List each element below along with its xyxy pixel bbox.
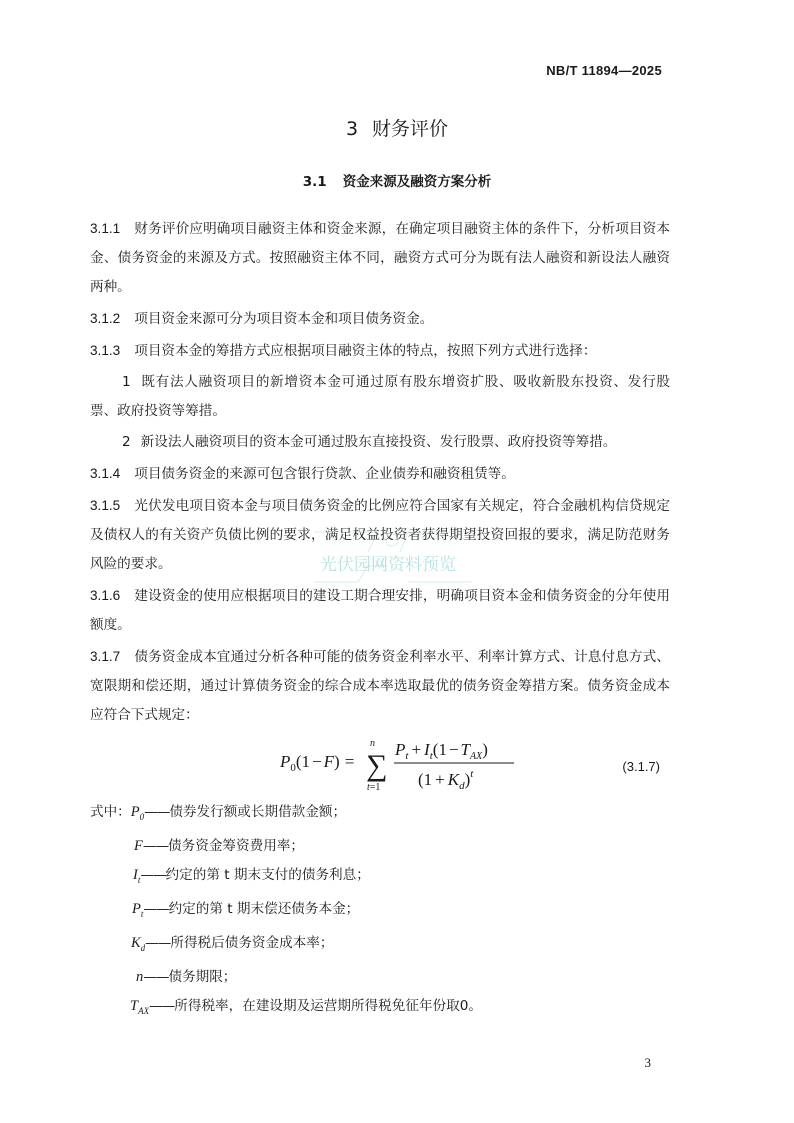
clause-3-1-1: [90, 214, 670, 302]
svg-text:P0(1−F)=: $P_0(1 - F)$ =: [280, 752, 355, 774]
definition-dash: ——: [143, 900, 169, 917]
definition-dash: ——: [142, 837, 169, 854]
definition-item: [90, 895, 670, 929]
symbol-letter: P: [132, 900, 141, 917]
list-item-text: 新设法人融资项目的资本金可通过股东直接投资、发行股票、政府投资等筹措。: [140, 434, 617, 450]
clause-text: 财务评价应明确项目融资主体和资金来源，在确定项目融资主体的条件下，分析项目资本金、债务资金的来源及方式。按照融资主体不同，融资方式可分为既有法人融资和新设法人融资两种。: [90, 221, 670, 295]
symbol: [134, 838, 143, 854]
symbol: [132, 901, 143, 917]
symbol-letter: I: [133, 866, 138, 883]
list-item: [90, 368, 670, 426]
page-number: 3: [644, 1055, 651, 1070]
definitions-intro: 式中：: [90, 804, 131, 820]
symbol: [131, 935, 145, 951]
clause-3-1-3: [90, 336, 670, 366]
formula-row: [90, 732, 670, 794]
svg-text:t=1: t=1: [367, 782, 381, 793]
symbol-letter: T: [130, 997, 139, 1014]
symbol-subscript: AX: [138, 1005, 150, 1016]
symbol-subscript: t: [137, 874, 141, 885]
clause-text: 项目资金来源可分为项目资本金和项目债务资金。: [134, 311, 434, 327]
svg-text:∑: ∑: [366, 749, 388, 782]
definition-dash: ——: [149, 997, 175, 1014]
clause-number: 3.1.7: [90, 649, 121, 664]
definition-text: 所得税率，在建设期及运营期所得税免征年份取0。: [174, 997, 482, 1014]
clause-text: 光伏发电项目资本金与项目债务资金的比例应符合国家有关规定，符合金融机构信贷规定及债权人的有关资产负债比例的要求，满足权益投资者获得期望投资回报的要求，满足防范财务风险的要求。: [90, 498, 670, 572]
chapter-title: [0, 114, 794, 141]
definition-item: [90, 963, 670, 992]
symbol-letter: P: [130, 804, 140, 820]
definition-text: 债券发行额或长期借款金额；: [169, 804, 347, 820]
definition-item: [90, 798, 670, 832]
symbol-letter: n: [136, 968, 144, 985]
symbol-letter: K: [131, 934, 141, 951]
definition-item: [90, 992, 670, 1026]
definition-dash: ——: [140, 866, 166, 883]
symbol-subscript: d: [140, 942, 146, 953]
svg-text:n: n: [370, 738, 375, 749]
definition-dash: ——: [144, 804, 170, 820]
clause-3-1-5: [90, 491, 670, 579]
symbol: [130, 998, 149, 1014]
clause-text: 债务资金成本宜通过分析各种可能的债务资金利率水平、利率计算方式、计息付息方式、宽限期和偿还期，通过计算债务资金的综合成本率选取最优的债务资金筹措方案。债务资金成本应符合下式规定：: [90, 649, 670, 723]
definition-text: 债务资金筹资费用率；: [168, 837, 304, 854]
clause-text: 项目资本金的筹措方式应根据项目融资主体的特点，按照下列方式进行选择：: [134, 343, 597, 359]
watermark-text: 光伏园网资料预览: [320, 555, 456, 575]
definition-text: 约定的第 t 期末偿还债务本金；: [168, 900, 360, 917]
clause-text: 项目债务资金的来源可包含银行贷款、企业债券和融资租赁等。: [134, 466, 515, 482]
clause-number: 3.1.1: [90, 221, 121, 236]
clause-number: 3.1.2: [90, 311, 121, 326]
clause-3-1-4: [90, 459, 670, 489]
clause-3-1-6: [90, 581, 670, 640]
chapter-title-text: 财务评价: [372, 118, 449, 140]
clause-number: 3.1.4: [90, 466, 121, 481]
definition-dash: ——: [145, 934, 171, 951]
clause-text: 建设资金的使用应根据项目的建设工期合理安排，明确项目资本金和债务资金的分年使用额度。: [90, 588, 670, 633]
section-number: 3.1: [302, 174, 327, 190]
clause-number: 3.1.5: [90, 498, 121, 513]
list-item-number: 1: [122, 374, 131, 390]
definition-dash: ——: [143, 968, 169, 985]
equation-number: (3.1.7): [622, 759, 660, 774]
clause-3-1-7: [90, 642, 670, 730]
symbol-letter: F: [134, 837, 143, 854]
svg-text:Pt+It(1−TAX): $P_t + I_t(1 - T_{AX})$: [395, 740, 488, 762]
chapter-number: 3: [345, 118, 359, 140]
definition-text: 债务期限；: [168, 968, 237, 985]
symbol-subscript: t: [140, 908, 144, 919]
section-title-text: 资金来源及融资方案分析: [342, 174, 492, 190]
clause-number: 3.1.3: [90, 343, 121, 358]
definition-text: 所得税后债务资金成本率；: [170, 934, 334, 951]
clause-number: 3.1.6: [90, 588, 121, 603]
debt-cost-formula: [280, 730, 520, 794]
symbol: [131, 804, 144, 820]
list-item-number: 2: [122, 434, 131, 450]
definition-text: 约定的第 t 期末支付的债务利息；: [165, 866, 370, 883]
svg-text:(1+Kd)t: $(1 + K_d)^t$: [418, 768, 474, 792]
list-item-text: 既有法人融资项目的新增资本金可通过原有股东增资扩股、吸收新股东投资、发行股票、政府投资等筹措。: [90, 374, 670, 419]
section-title: [0, 170, 794, 190]
definition-item: [90, 929, 670, 963]
definition-item: [90, 861, 670, 895]
list-item: [90, 428, 670, 457]
standard-code: NB/T 11894—2025: [546, 63, 662, 78]
clause-3-1-2: [90, 304, 670, 334]
document-body: [90, 214, 670, 1025]
symbol-subscript: 0: [139, 811, 145, 822]
definition-item: [90, 832, 670, 861]
